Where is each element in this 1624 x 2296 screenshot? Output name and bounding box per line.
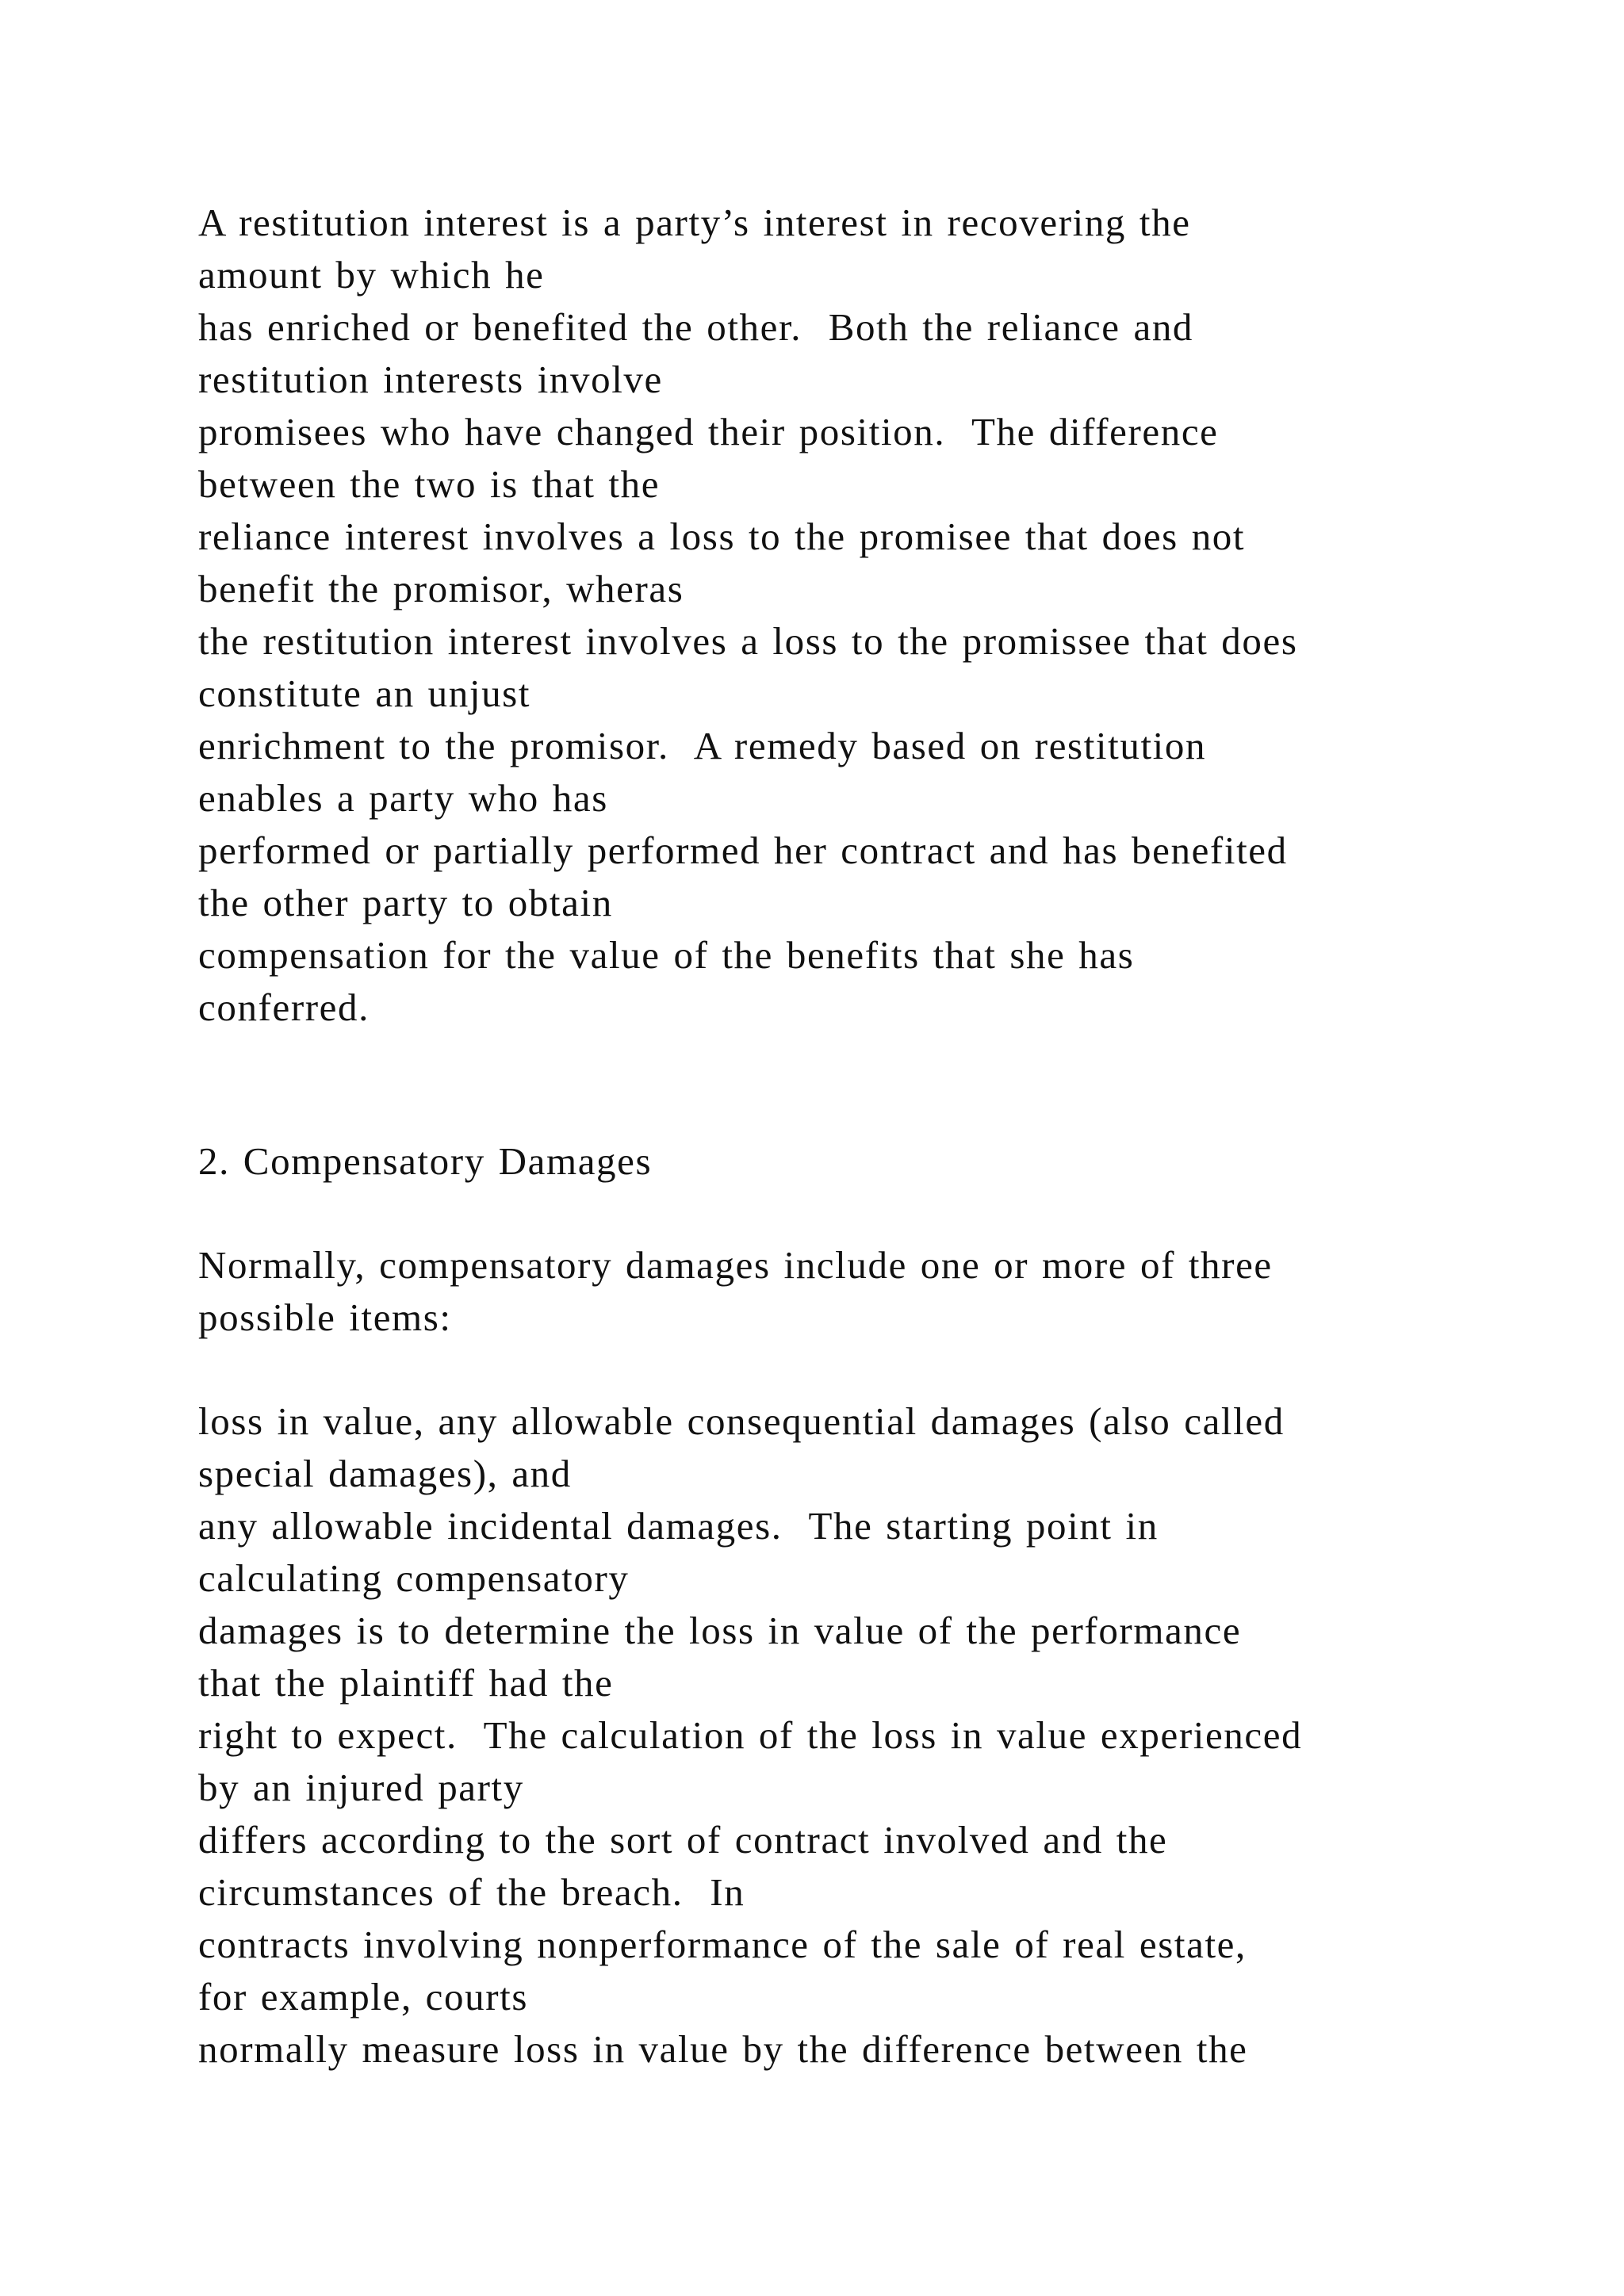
text-line: for example, courts bbox=[198, 1975, 529, 2019]
text-line: that the plaintiff had the bbox=[198, 1661, 614, 1705]
paragraph-compensatory-intro bbox=[198, 1239, 1594, 1344]
text-line: calculating compensatory bbox=[198, 1556, 630, 1600]
text-line: special damages), and bbox=[198, 1452, 572, 1495]
section-heading-text: 2. Compensatory Damages bbox=[198, 1139, 653, 1183]
text-line: by an injured party bbox=[198, 1766, 524, 1809]
text-line: normally measure loss in value by the difference between the bbox=[198, 2027, 1248, 2071]
text-line: between the two is that the bbox=[198, 462, 661, 506]
text-line: enrichment to the promisor. A remedy based on restitution bbox=[198, 724, 1207, 767]
text-line: benefit the promisor, wheras bbox=[198, 567, 684, 610]
text-line: reliance interest involves a loss to the promisee that does not bbox=[198, 515, 1246, 558]
text-line: Normally, compensatory damages include one or more of three bbox=[198, 1243, 1273, 1287]
text-line: promisees who have changed their position. The difference bbox=[198, 410, 1219, 453]
text-line: contracts involving nonperformance of the sale of real estate, bbox=[198, 1923, 1247, 1966]
text-line: restitution interests involve bbox=[198, 358, 663, 401]
text-line: compensation for the value of the benefits that she has bbox=[198, 933, 1135, 977]
text-line: circumstances of the breach. In bbox=[198, 1870, 745, 1914]
text-line: damages is to determine the loss in value of the performance bbox=[198, 1609, 1242, 1652]
text-line: loss in value, any allowable consequential damages (also called bbox=[198, 1399, 1285, 1443]
text-line: performed or partially performed her contract and has benefited bbox=[198, 828, 1288, 872]
text-line: conferred. bbox=[198, 985, 370, 1029]
paragraph-restitution-interest bbox=[198, 197, 1594, 1034]
text-line: has enriched or benefited the other. Both the reliance and bbox=[198, 305, 1194, 349]
text-line: differs according to the sort of contract involved and the bbox=[198, 1818, 1168, 1862]
text-line: possible items: bbox=[198, 1295, 452, 1339]
text-line: the restitution interest involves a loss to the promissee that does bbox=[198, 619, 1298, 663]
text-line: amount by which he bbox=[198, 253, 545, 297]
text-line: A restitution interest is a party’s interest in recovering the bbox=[198, 201, 1191, 244]
text-line: enables a party who has bbox=[198, 776, 608, 820]
text-line: the other party to obtain bbox=[198, 881, 613, 924]
paragraph-compensatory-items bbox=[198, 1395, 1594, 2076]
text-line: right to expect. The calculation of the loss in value experienced bbox=[198, 1713, 1303, 1757]
text-line: constitute an unjust bbox=[198, 672, 531, 715]
text-line: any allowable incidental damages. The starting point in bbox=[198, 1504, 1159, 1548]
section-heading bbox=[198, 1135, 1594, 1188]
